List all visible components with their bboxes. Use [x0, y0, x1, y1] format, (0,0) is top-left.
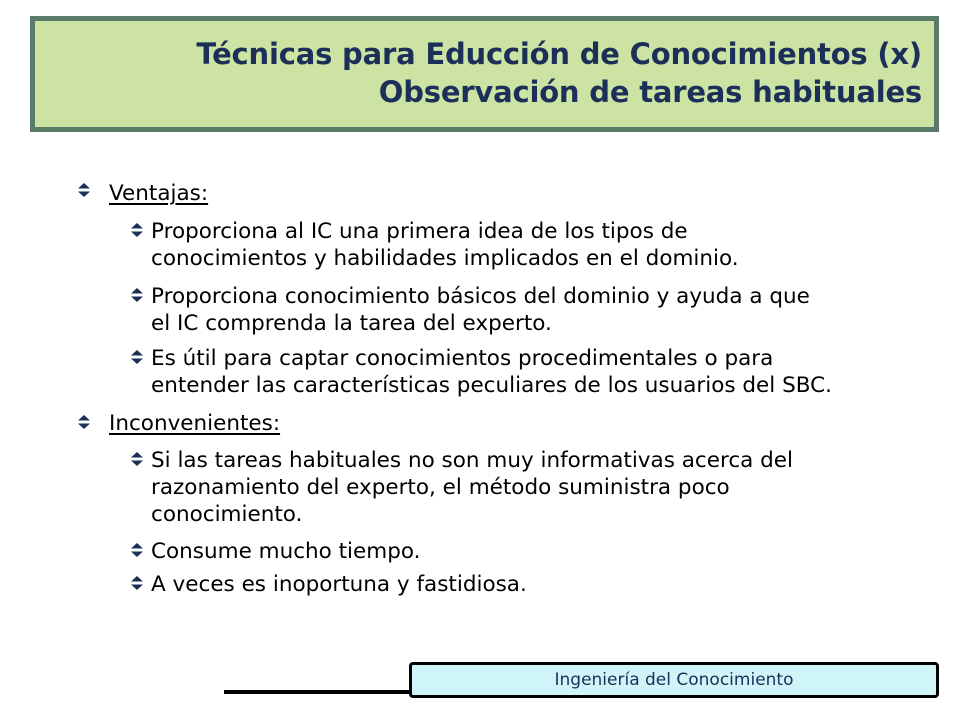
up-down-arrow-icon	[130, 287, 144, 303]
list-item-line: Si las tareas habituales no son muy informativas acerca del	[151, 448, 794, 473]
footer-label: Ingeniería del Conocimiento	[554, 670, 794, 690]
up-down-arrow-icon	[130, 222, 144, 238]
footer-divider	[224, 690, 414, 694]
list-item-line: Es útil para captar conocimientos procedimentales o para	[151, 346, 774, 371]
list-item	[151, 283, 810, 337]
list-item-line: Proporciona al IC una primera idea de los tipos de	[151, 219, 688, 244]
list-item-line: razonamiento del experto, el método suministra poco	[151, 475, 730, 500]
section-heading-inconvenientes	[109, 410, 280, 437]
up-down-arrow-icon	[77, 182, 91, 198]
footer-banner	[409, 662, 939, 698]
list-item	[151, 447, 793, 528]
title-line-2: Observación de tareas habituales	[378, 75, 922, 109]
section-heading-ventajas	[109, 180, 208, 207]
section-heading-text: Ventajas:	[109, 181, 209, 206]
up-down-arrow-icon	[130, 451, 144, 467]
up-down-arrow-icon	[77, 414, 91, 430]
up-down-arrow-icon	[130, 542, 144, 558]
list-item-line: conocimiento.	[151, 502, 303, 527]
list-item	[151, 345, 832, 399]
up-down-arrow-icon	[130, 349, 144, 365]
title-line-1: Técnicas para Educción de Conocimientos (x)	[196, 37, 922, 71]
list-item	[151, 218, 739, 272]
list-item-line: A veces es inoportuna y fastidiosa.	[151, 572, 527, 597]
section-heading-text: Inconvenientes:	[109, 411, 281, 436]
list-item	[151, 538, 420, 565]
list-item-line: el IC comprenda la tarea del experto.	[151, 311, 552, 336]
list-item-line: Consume mucho tiempo.	[151, 539, 421, 564]
up-down-arrow-icon	[130, 575, 144, 591]
list-item-line: conocimientos y habilidades implicados en el dominio.	[151, 246, 739, 271]
list-item-line: Proporciona conocimiento básicos del dominio y ayuda a que	[151, 284, 810, 309]
list-item-line: entender las características peculiares de los usuarios del SBC.	[151, 373, 832, 398]
list-item	[151, 571, 527, 598]
